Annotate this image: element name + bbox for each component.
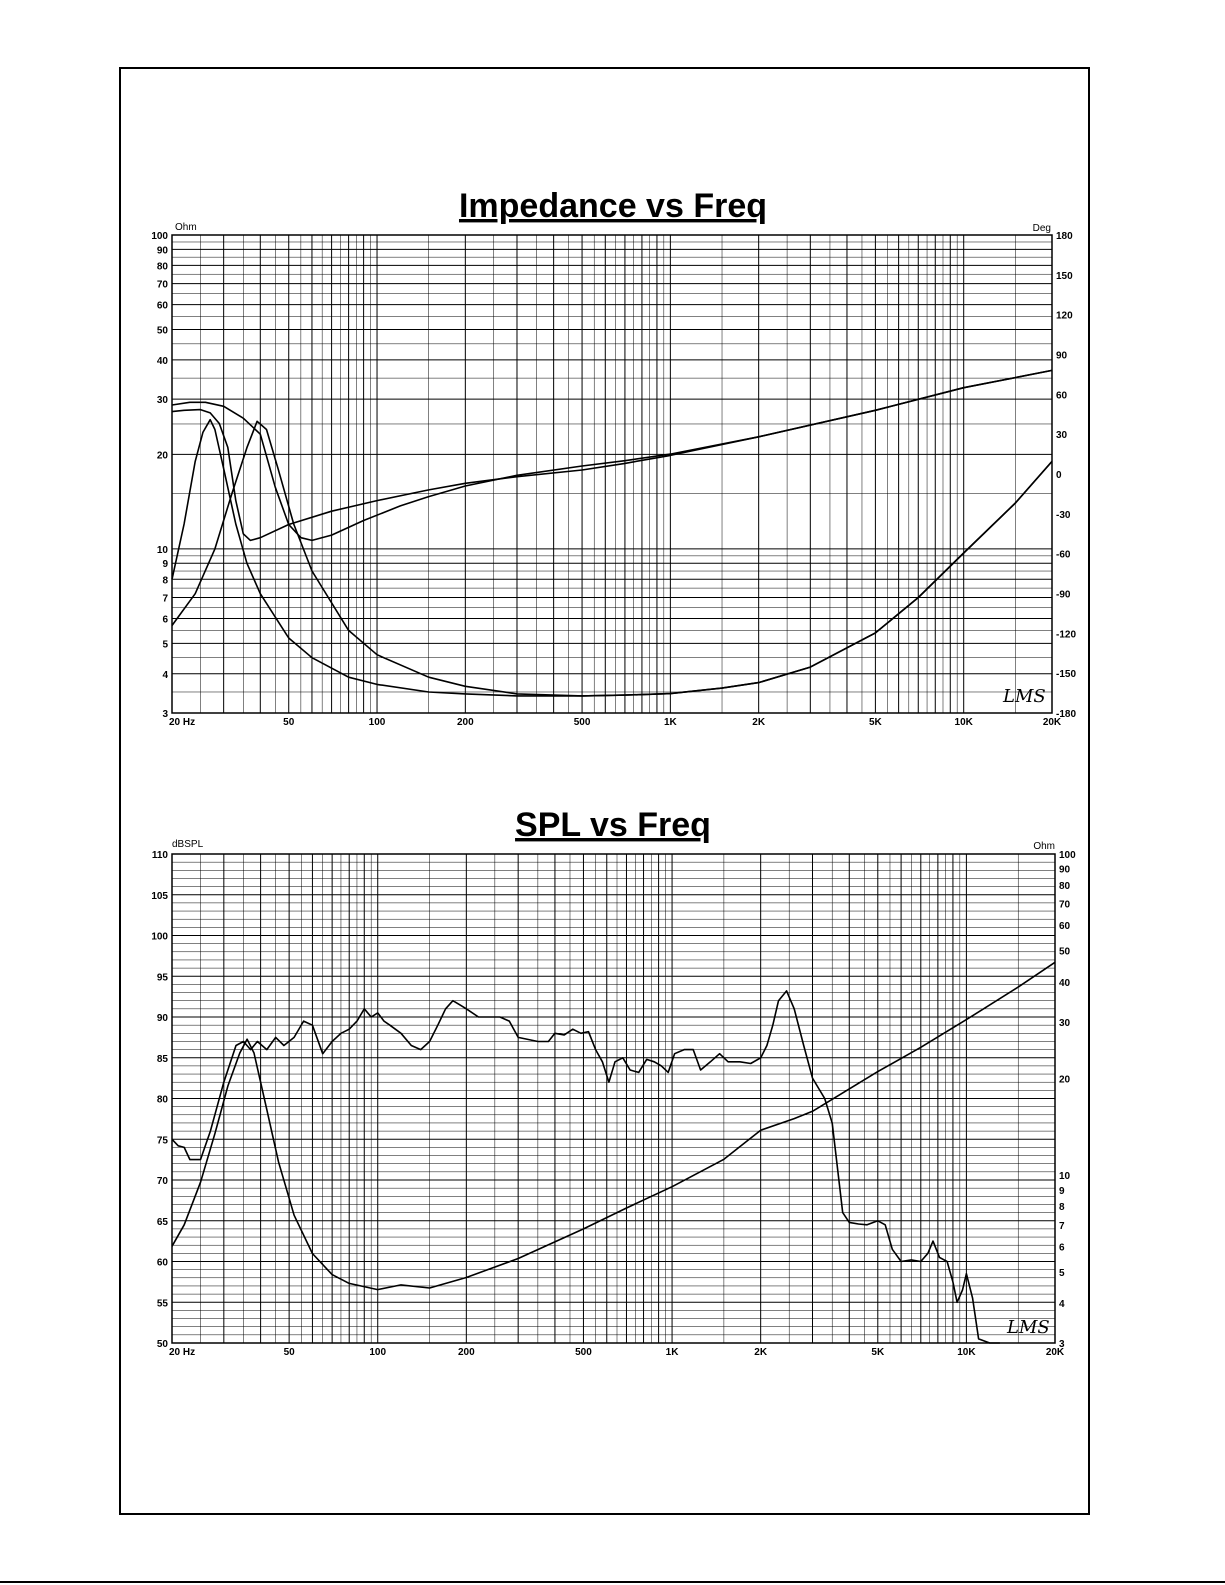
y-left-tick-label: 80 (156, 1094, 168, 1106)
lms-logo: LMS (1003, 686, 1046, 707)
x-tick-label: 1K (663, 717, 677, 728)
y-left-tick-label: 9 (162, 559, 168, 571)
y-left-tick-label: 110 (151, 850, 168, 861)
y-left-tick-label: 10 (156, 544, 168, 556)
y-right-tick-label: 4 (1059, 1298, 1065, 1310)
y-left-tick-label: 30 (156, 395, 168, 407)
y-left-tick-label: 70 (156, 279, 168, 291)
series-line-2 (172, 370, 1052, 540)
y-right-tick-label: 10 (1059, 1171, 1071, 1183)
x-tick-label: 100 (369, 1347, 387, 1358)
y-left-tick-label: 85 (156, 1053, 168, 1065)
y-left-tick-label: 75 (156, 1135, 168, 1147)
impedance-series (172, 370, 1052, 696)
y-right-tick-label: 30 (1056, 430, 1068, 442)
y-right-tick-label: 50 (1059, 946, 1071, 958)
y-left-tick-label: 70 (156, 1176, 168, 1187)
y-left-tick-label: 100 (151, 231, 168, 242)
series-line-1 (172, 962, 1055, 1289)
y-left-tick-label: 20 (156, 450, 168, 462)
x-tick-label: 10K (954, 717, 973, 728)
y-right-tick-label: 8 (1059, 1202, 1065, 1214)
x-tick-label: 5K (868, 717, 882, 728)
y-right-tick-label: 60 (1059, 921, 1071, 933)
x-tick-label: 10K (957, 1347, 976, 1358)
spl-grid (172, 854, 1055, 1343)
x-tick-label: 20 Hz (169, 1347, 196, 1358)
impedance-tick-labels (151, 231, 1076, 728)
spl-right-unit: Ohm (1033, 841, 1055, 852)
y-left-tick-label: 40 (156, 355, 168, 367)
impedance-grid (172, 235, 1052, 713)
y-left-tick-label: 65 (156, 1216, 168, 1228)
series-line-0 (172, 420, 1052, 696)
y-right-tick-label: 0 (1056, 470, 1062, 481)
x-tick-label: 20K (1045, 1347, 1065, 1358)
x-tick-label: 2K (754, 1347, 768, 1358)
y-right-tick-label: -120 (1056, 629, 1077, 641)
series-line-0 (172, 991, 1000, 1343)
y-left-tick-label: 90 (156, 1013, 168, 1024)
y-left-tick-label: 8 (162, 575, 168, 587)
y-left-tick-label: 95 (156, 972, 168, 984)
y-left-tick-label: 90 (156, 245, 168, 257)
y-right-tick-label: 5 (1059, 1267, 1065, 1279)
y-right-tick-label: -150 (1056, 669, 1077, 681)
y-right-tick-label: -180 (1056, 709, 1077, 720)
y-left-tick-label: 3 (162, 709, 168, 720)
lms-logo-2: LMS (1007, 1317, 1050, 1338)
y-right-tick-label: 100 (1059, 850, 1076, 861)
y-right-tick-label: 90 (1059, 864, 1071, 876)
x-tick-label: 1K (665, 1347, 679, 1358)
y-right-tick-label: 6 (1059, 1242, 1065, 1254)
y-right-tick-label: 80 (1059, 881, 1071, 893)
y-left-tick-label: 105 (151, 890, 168, 902)
y-left-tick-label: 4 (162, 669, 168, 681)
impedance-chart-title: Impedance vs Freq (458, 187, 768, 225)
y-left-tick-label: 80 (156, 261, 168, 273)
x-tick-label: 100 (368, 717, 386, 728)
y-left-tick-label: 60 (156, 300, 168, 312)
y-left-tick-label: 7 (162, 593, 168, 605)
plot-border (172, 235, 1052, 713)
x-tick-label: 200 (457, 1347, 475, 1358)
y-right-tick-label: 120 (1056, 310, 1073, 322)
spl-chart-title: SPL vs Freq (515, 806, 711, 844)
x-tick-label: 500 (573, 717, 591, 728)
y-right-tick-label: -60 (1056, 549, 1071, 561)
y-right-tick-label: 180 (1056, 231, 1073, 242)
y-right-tick-label: 70 (1059, 899, 1071, 911)
x-tick-label: 5K (871, 1347, 885, 1358)
x-tick-label: 50 (283, 1347, 295, 1358)
y-left-tick-label: 100 (151, 931, 168, 943)
impedance-chart (151, 187, 1076, 728)
y-right-tick-label: 40 (1059, 977, 1071, 989)
y-right-tick-label: -90 (1056, 589, 1071, 601)
x-tick-label: 20 Hz (169, 717, 196, 728)
y-right-tick-label: 150 (1056, 270, 1073, 282)
x-tick-label: 500 (575, 1347, 592, 1358)
y-right-tick-label: 9 (1059, 1185, 1065, 1197)
y-right-tick-label: 30 (1059, 1017, 1071, 1029)
y-right-tick-label: 90 (1056, 350, 1068, 362)
y-left-tick-label: 6 (162, 614, 168, 626)
x-tick-label: 2K (752, 717, 766, 728)
impedance-left-unit: Ohm (175, 222, 197, 233)
y-right-tick-label: 3 (1059, 1339, 1065, 1350)
impedance-right-unit: Deg (1032, 223, 1051, 234)
y-right-tick-label: 20 (1059, 1074, 1071, 1086)
x-tick-label: 50 (283, 717, 295, 728)
y-left-tick-label: 50 (156, 1339, 168, 1350)
series-line-3 (172, 370, 1052, 540)
x-tick-label: 200 (456, 717, 474, 728)
y-right-tick-label: 7 (1059, 1220, 1065, 1232)
y-left-tick-label: 5 (162, 639, 168, 651)
x-tick-label: 20K (1042, 717, 1062, 728)
y-right-tick-label: -30 (1056, 509, 1071, 521)
spl-left-unit: dBSPL (172, 839, 204, 850)
y-right-tick-label: 60 (1056, 390, 1068, 402)
y-left-tick-label: 50 (156, 325, 168, 337)
y-left-tick-label: 55 (156, 1298, 168, 1310)
y-left-tick-label: 60 (156, 1257, 168, 1269)
spl-chart (151, 806, 1076, 1358)
